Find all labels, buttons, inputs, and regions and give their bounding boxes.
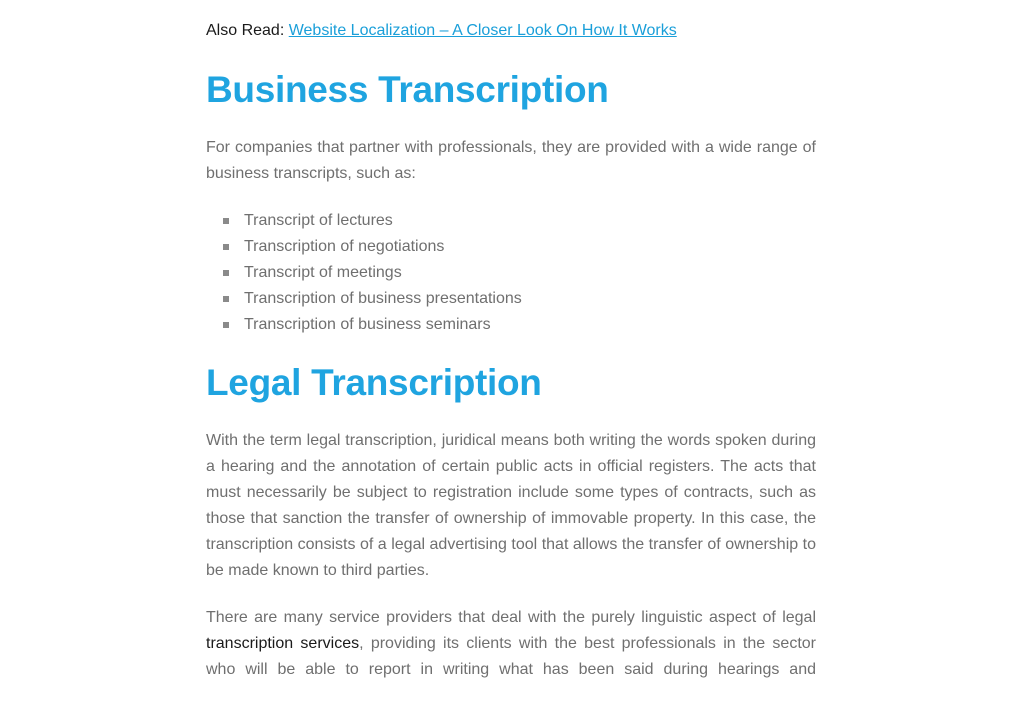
square-bullet-icon xyxy=(223,218,229,224)
list-item xyxy=(206,208,522,234)
list-item-text: Transcript of lectures xyxy=(244,212,393,229)
list-item xyxy=(206,286,522,312)
providers-text-end: , providing its clients with the best professionals in the sector who will be able to report in writing what has been said during hearings and xyxy=(206,635,817,678)
list-item-text: Transcription of business presentations xyxy=(244,290,522,307)
list-item xyxy=(206,312,522,338)
square-bullet-icon xyxy=(223,296,229,302)
list-item-text: Transcript of meetings xyxy=(244,264,402,281)
list-item-text: Transcription of negotiations xyxy=(244,238,445,255)
business-transcription-heading: Business Transcription xyxy=(206,69,609,110)
list-item-text: Transcription of business seminars xyxy=(244,316,491,333)
list-item xyxy=(206,260,522,286)
legal-transcription-heading: Legal Transcription xyxy=(206,362,542,403)
providers-text-start: There are many service providers that deal with the purely linguistic aspect of legal xyxy=(206,609,816,626)
legal-definition-paragraph: With the term legal transcription, juridical means both writing the words spoken during a hearing and the annotation of certain public acts in official registers. The acts that must necessarily be subject to registration include some types of contracts, such as those that sanction the transfer of ownership of immovable property. In this case, the transcription consists of a legal advertising tool that allows the transfer of ownership to be made known to third parties. xyxy=(206,432,816,579)
transcription-services-keyword: transcription services xyxy=(206,635,360,652)
service-providers-paragraph xyxy=(206,605,816,683)
also-read-label: Also Read: xyxy=(206,22,285,39)
business-intro-paragraph: For companies that partner with professionals, they are provided with a wide range of business transcripts, such as: xyxy=(206,139,816,182)
also-read-line xyxy=(206,19,677,43)
list-item xyxy=(206,234,522,260)
square-bullet-icon xyxy=(223,322,229,328)
square-bullet-icon xyxy=(223,270,229,276)
square-bullet-icon xyxy=(223,244,229,250)
business-transcripts-list xyxy=(206,208,522,338)
also-read-link[interactable]: Website Localization – A Closer Look On How It Works xyxy=(288,22,677,39)
